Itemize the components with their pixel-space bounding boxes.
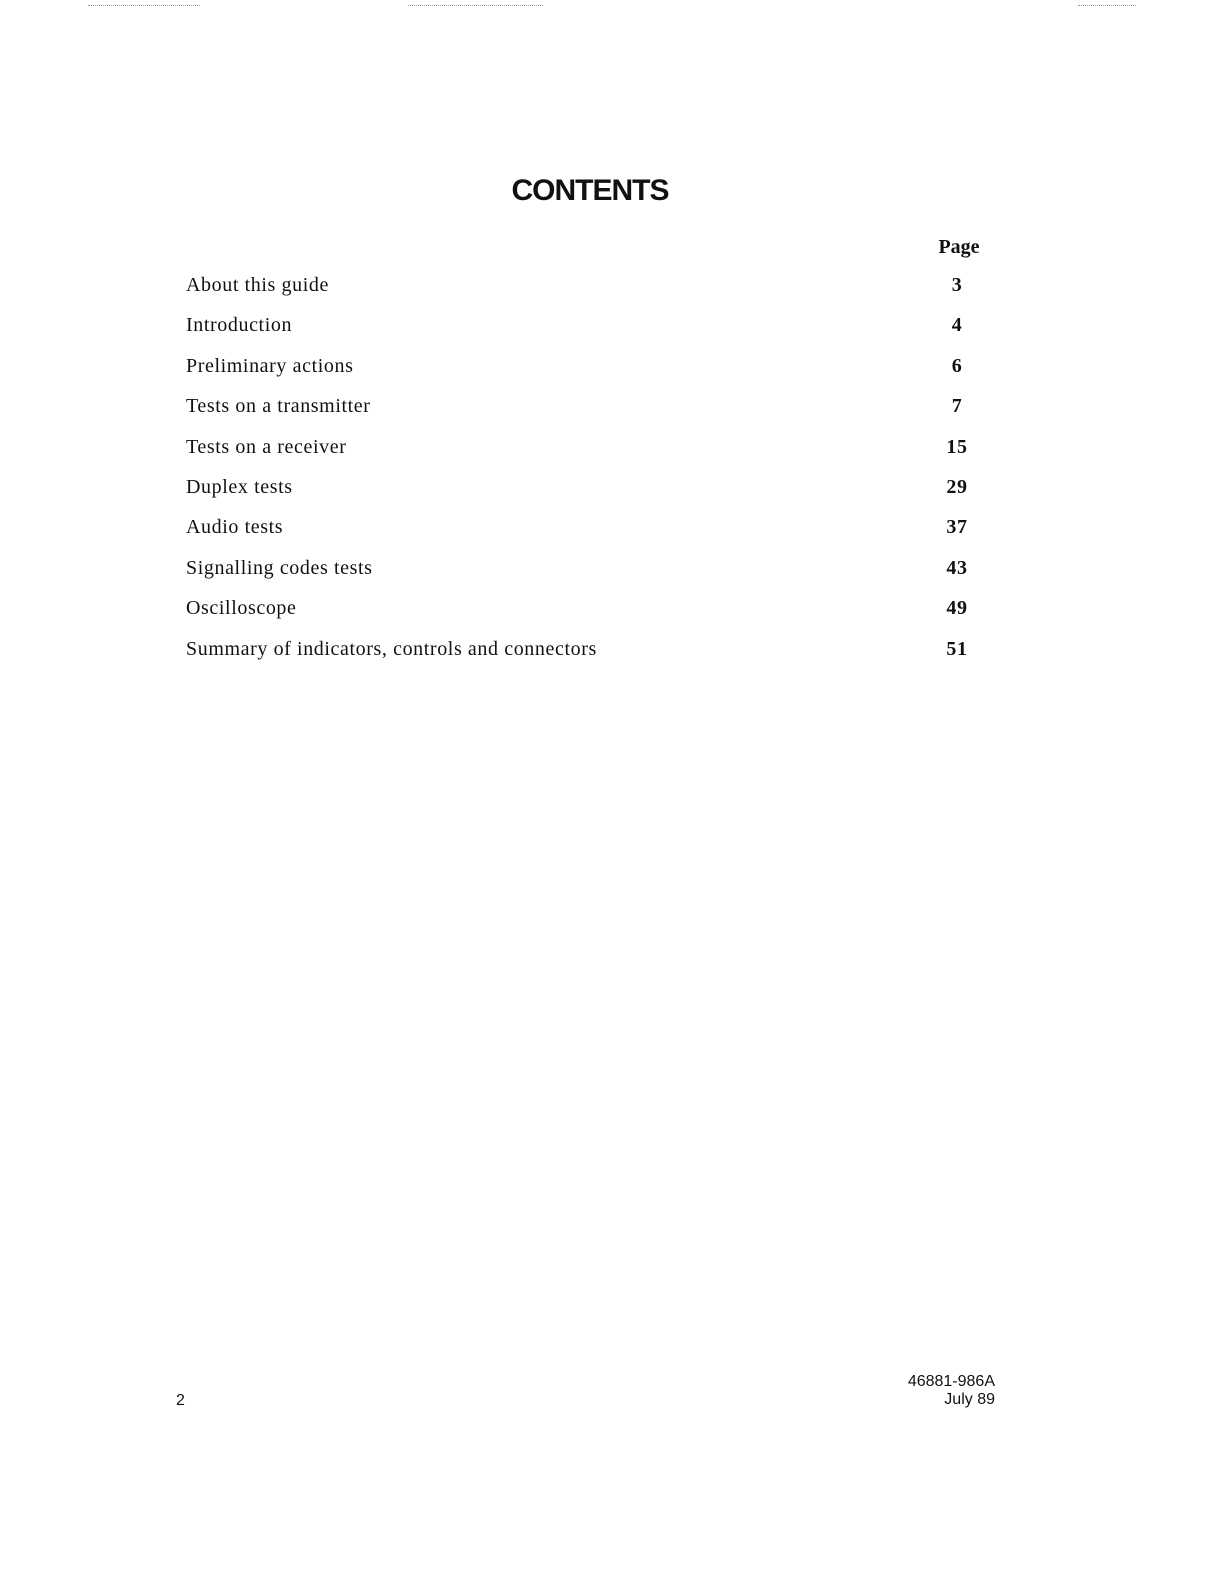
- toc-entry-page: 51: [946, 637, 968, 660]
- page-column-header: Page: [938, 236, 980, 258]
- toc-entry-title: Tests on a receiver: [186, 435, 347, 458]
- scan-artifact-left: [88, 5, 200, 6]
- toc-entry: [184, 432, 984, 472]
- toc-entry-title: Audio tests: [186, 516, 284, 539]
- toc-entry-page: 3: [951, 274, 963, 296]
- toc-entry-title: Oscilloscope: [186, 597, 297, 620]
- scan-artifact-center: [408, 5, 543, 6]
- toc-entry: [184, 270, 984, 310]
- toc-entry-title: Preliminary actions: [186, 354, 354, 377]
- page-title: CONTENTS: [511, 174, 669, 207]
- table-of-contents: [184, 270, 984, 674]
- toc-entry: [184, 351, 984, 391]
- toc-entry-page: 29: [946, 475, 968, 498]
- toc-entry-page: 4: [951, 314, 963, 337]
- toc-entry: [184, 634, 984, 674]
- document-number: 46881-986A: [907, 1373, 995, 1390]
- toc-entry-title: Duplex tests: [186, 475, 293, 498]
- toc-entry-page: 7: [951, 395, 963, 418]
- toc-entry-title: Signalling codes tests: [186, 556, 373, 579]
- toc-entry: [184, 391, 984, 431]
- toc-entry: [184, 553, 984, 593]
- toc-entry: [184, 593, 984, 633]
- toc-entry: [184, 310, 984, 350]
- toc-entry: [184, 472, 984, 512]
- toc-entry-title: Summary of indicators, controls and connectors: [186, 637, 597, 660]
- toc-entry-page: 37: [946, 516, 968, 539]
- toc-entry-page: 15: [946, 435, 968, 458]
- scan-artifact-right: [1078, 5, 1136, 6]
- toc-entry-title: Introduction: [186, 314, 293, 337]
- toc-entry-title: Tests on a transmitter: [186, 395, 371, 418]
- toc-entry-page: 49: [946, 597, 968, 620]
- document-date: July 89: [944, 1391, 995, 1408]
- page-number: 2: [176, 1392, 185, 1409]
- document-reference: [850, 1373, 995, 1409]
- toc-entry-page: 43: [946, 556, 968, 579]
- toc-entry-title: About this guide: [186, 274, 329, 296]
- toc-entry-page: 6: [951, 354, 963, 377]
- toc-entry: [184, 512, 984, 552]
